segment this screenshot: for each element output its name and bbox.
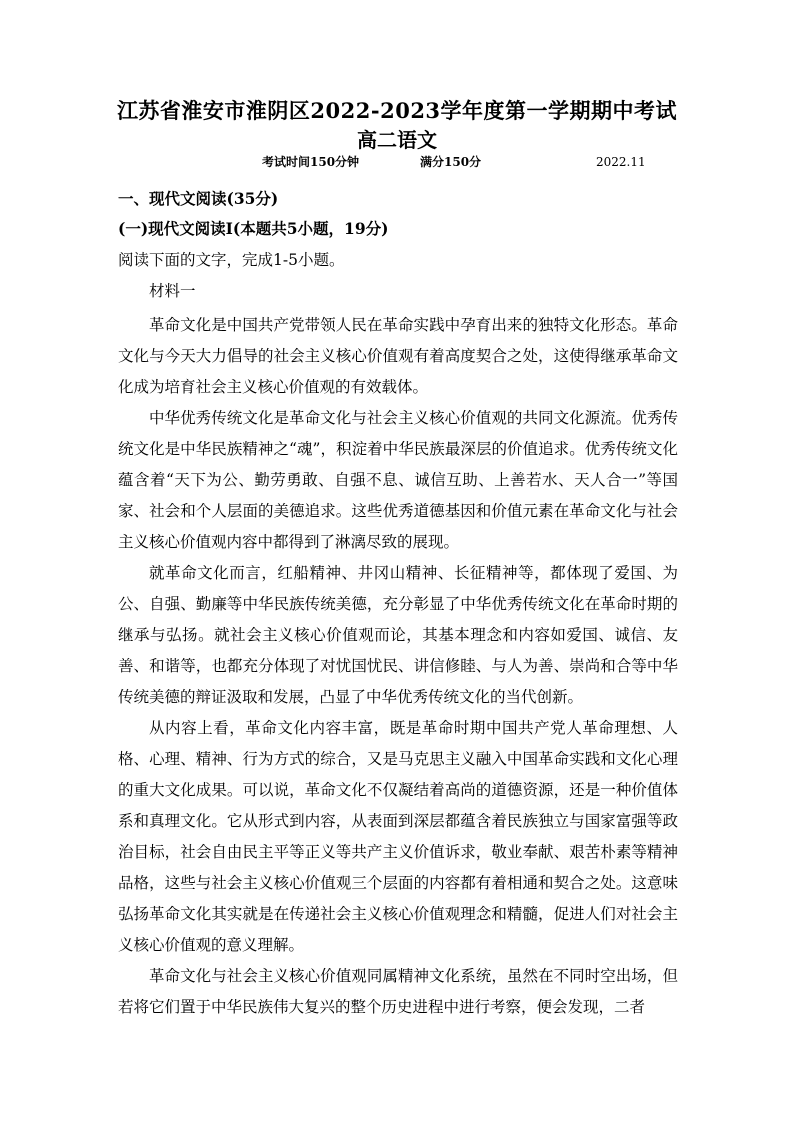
exam-time: 考试时间150分钟: [262, 155, 360, 169]
reading-passage: [118, 310, 678, 1023]
passage-paragraph-3: 就革命文化而言，红船精神、井冈山精神、长征精神等，都体现了爱国、为公、自强、勤廉等中华民族传统美德，充分彰显了中华优秀传统文化在革命时期的继承与弘扬。就社会主义核心价值观而论，其基本理念和内容如爱国、诚信、友善、和谐等，也都充分体现了对忧国忧民、讲信修睦、与人为善、崇尚和合等中华传统美德的辩证汲取和发展，凸显了中华优秀传统文化的当代创新。: [118, 564, 678, 706]
section-subheading: (一)现代文阅读Ⅰ(本题共5小题，19分): [118, 219, 389, 238]
full-score: 满分150分: [420, 155, 482, 169]
passage-paragraph-2: 中华优秀传统文化是革命文化与社会主义核心价值观的共同文化源流。优秀传统文化是中华民族精神之“魂”，积淀着中华民族最深层的价值追求。优秀传统文化蕴含着“天下为公、勤劳勇敢、自强不息、诚信互助、上善若水、天人合一”等国家、社会和个人层面的美德追求。这些优秀道德基因和价值元素在革命文化与社会主义核心价值观内容中都得到了淋漓尽致的展现。: [118, 409, 678, 551]
exam-title: 江苏省淮安市淮阴区2022-2023学年度第一学期期中考试: [116, 98, 678, 123]
exam-date: 2022.11: [596, 155, 646, 169]
reading-instruction: 阅读下面的文字，完成1-5小题。: [118, 251, 345, 269]
passage-paragraph-4: 从内容上看，革命文化内容丰富，既是革命时期中国共产党人革命理想、人格、心理、精神、行为方式的综合，又是马克思主义融入中国革命实践和文化心理的重大文化成果。可以说，革命文化不仅凝结着高尚的道德资源，还是一种价值体系和真理文化。它从形式到内容，从表面到深层都蕴含着民族独立与国家富强等政治目标，社会自由民主平等正义等共产主义价值诉求，敬业奉献、艰苦朴素等精神品格，这些与社会主义核心价值观三个层面的内容都有着相通和契合之处。这意味弘扬革命文化其实就是在传递社会主义核心价值观理念和精髓，促进人们对社会主义核心价值观的意义理解。: [118, 719, 678, 954]
section-heading: 一、现代文阅读(35分): [118, 189, 279, 208]
passage-paragraph-5: 革命文化与社会主义核心价值观同属精神文化系统，虽然在不同时空出场，但若将它们置于中华民族伟大复兴的整个历史进程中进行考察，便会发现，二者: [118, 967, 678, 1016]
exam-meta: [0, 153, 794, 171]
passage-paragraph-1: 革命文化是中国共产党带领人民在革命实践中孕育出来的独特文化形态。革命文化与今天大力倡导的社会主义核心价值观有着高度契合之处，这使得继承革命文化成为培育社会主义核心价值观的有效载体。: [118, 316, 678, 396]
material-label: 材料一: [149, 282, 196, 300]
exam-subject: 高二语文: [357, 128, 437, 152]
